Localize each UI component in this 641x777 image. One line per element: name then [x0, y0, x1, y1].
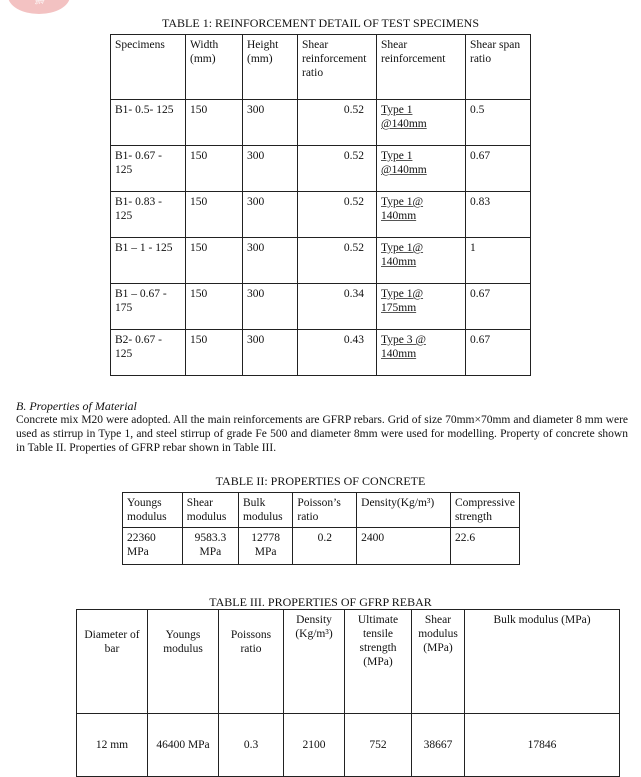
cell-height: 300: [243, 330, 298, 376]
table-row: [111, 146, 531, 192]
cell-height: 300: [243, 284, 298, 330]
header-bulk-modulus: Bulk modulus (MPa): [465, 610, 620, 714]
cell-span-ratio: 0.67: [466, 330, 531, 376]
section-heading: B. Properties of Material: [16, 399, 137, 413]
table-header-row: [123, 493, 520, 528]
cell-height: 300: [243, 100, 298, 146]
cell-width: 150: [186, 238, 243, 284]
cell-shear-ratio: 0.52: [298, 100, 377, 146]
cell-specimen: B1- 0.83 - 125: [111, 192, 186, 238]
header-specimens: Specimens: [111, 35, 186, 100]
cell-specimen: B2- 0.67 - 125: [111, 330, 186, 376]
cell-width: 150: [186, 330, 243, 376]
table-header-row: [77, 610, 620, 714]
cell-width: 150: [186, 192, 243, 238]
cell-youngs-modulus: 22360 MPa: [123, 528, 183, 565]
table-row: [111, 238, 531, 284]
header-youngs-modulus: Youngs modulus: [123, 493, 183, 528]
cell-shear-ratio: 0.52: [298, 238, 377, 284]
table-gfrp-properties: [76, 609, 620, 777]
cell-shear-ratio: 0.43: [298, 330, 377, 376]
cell-shear-reinforcement: Type 1@ 140mm: [377, 192, 466, 238]
cell-width: 150: [186, 100, 243, 146]
cell-shear-reinforcement: Type 1 @140mm: [377, 146, 466, 192]
cell-compressive-strength: 22.6: [450, 528, 519, 565]
cell-diameter: 12 mm: [77, 714, 148, 777]
table-row: [111, 284, 531, 330]
cell-span-ratio: 1: [466, 238, 531, 284]
cell-span-ratio: 0.5: [466, 100, 531, 146]
table-row: [111, 330, 531, 376]
header-width: Width (mm): [186, 35, 243, 100]
section-paragraph: Concrete mix M20 were adopted. All the main reinforcements are GFRP rebars. Grid of size 70mm×70mm and diameter 8 mm were used as stirrup in Type 1, and steel stirrup of grade Fe 500 and diameter 8mm were used for modelling. Property of concrete shown in Table II. Properties of GFRP rebar shown in Table III.: [16, 414, 628, 454]
header-height: Height (mm): [243, 35, 298, 100]
table2-caption: TABLE II: PROPERTIES OF CONCRETE: [215, 474, 426, 488]
cell-bulk-modulus: 12778 MPa: [238, 528, 292, 565]
cell-bulk-modulus: 17846: [465, 714, 620, 777]
cell-density: 2400: [357, 528, 451, 565]
table-row: [111, 192, 531, 238]
table1-caption: TABLE 1: REINFORCEMENT DETAIL OF TEST SPECIMENS: [162, 16, 479, 30]
cell-shear-ratio: 0.34: [298, 284, 377, 330]
cell-height: 300: [243, 238, 298, 284]
logo-seal: [8, 0, 70, 14]
header-density: Density(Kg/m³): [357, 493, 451, 528]
cell-height: 300: [243, 192, 298, 238]
header-shear-modulus: Shear modulus: [182, 493, 238, 528]
header-bulk-modulus: Bulk modulus: [238, 493, 292, 528]
header-poissons-ratio: Poissons ratio: [219, 610, 284, 714]
table-header-row: [111, 35, 531, 100]
cell-shear-reinforcement: Type 1 @140mm: [377, 100, 466, 146]
table3-caption: TABLE III. PROPERTIES OF GFRP REBAR: [209, 595, 432, 609]
header-density: Density (Kg/m³): [284, 610, 345, 714]
header-poissons-ratio: Poisson’s ratio: [293, 493, 357, 528]
header-compressive-strength: Compressive strength: [450, 493, 519, 528]
cell-youngs-modulus: 46400 MPa: [148, 714, 219, 777]
cell-shear-modulus: 38667: [412, 714, 465, 777]
header-ultimate-tensile-strength: Ultimate tensile strength (MPa): [345, 610, 412, 714]
cell-specimen: B1- 0.5- 125: [111, 100, 186, 146]
table-row: [111, 100, 531, 146]
cell-poissons-ratio: 0.2: [293, 528, 357, 565]
header-youngs-modulus: Youngs modulus: [148, 610, 219, 714]
cell-specimen: B1 – 1 - 125: [111, 238, 186, 284]
cell-ultimate-tensile-strength: 752: [345, 714, 412, 777]
cell-shear-reinforcement: Type 1@ 140mm: [377, 238, 466, 284]
header-shear-span-ratio: Shear span ratio: [466, 35, 531, 100]
table-row: [77, 714, 620, 777]
cell-span-ratio: 0.67: [466, 284, 531, 330]
cell-shear-modulus: 9583.3 MPa: [182, 528, 238, 565]
cell-height: 300: [243, 146, 298, 192]
cell-poissons-ratio: 0.3: [219, 714, 284, 777]
cell-shear-reinforcement: Type 1@ 175mm: [377, 284, 466, 330]
cell-span-ratio: 0.83: [466, 192, 531, 238]
table-concrete-properties: [122, 492, 520, 565]
cell-shear-reinforcement: Type 3 @ 140mm: [377, 330, 466, 376]
header-diameter: Diameter of bar: [77, 610, 148, 714]
cell-specimen: B1 – 0.67 - 175: [111, 284, 186, 330]
cell-width: 150: [186, 284, 243, 330]
cell-specimen: B1- 0.67 - 125: [111, 146, 186, 192]
seal-text: ज्ञान: [34, 0, 44, 6]
cell-shear-ratio: 0.52: [298, 146, 377, 192]
cell-width: 150: [186, 146, 243, 192]
header-shear-ratio: Shear reinforcement ratio: [298, 35, 377, 100]
table-row: [123, 528, 520, 565]
header-shear-reinforcement: Shear reinforcement: [377, 35, 466, 100]
cell-density: 2100: [284, 714, 345, 777]
header-shear-modulus: Shear modulus (MPa): [412, 610, 465, 714]
table-reinforcement-detail: [110, 34, 531, 376]
cell-shear-ratio: 0.52: [298, 192, 377, 238]
cell-span-ratio: 0.67: [466, 146, 531, 192]
